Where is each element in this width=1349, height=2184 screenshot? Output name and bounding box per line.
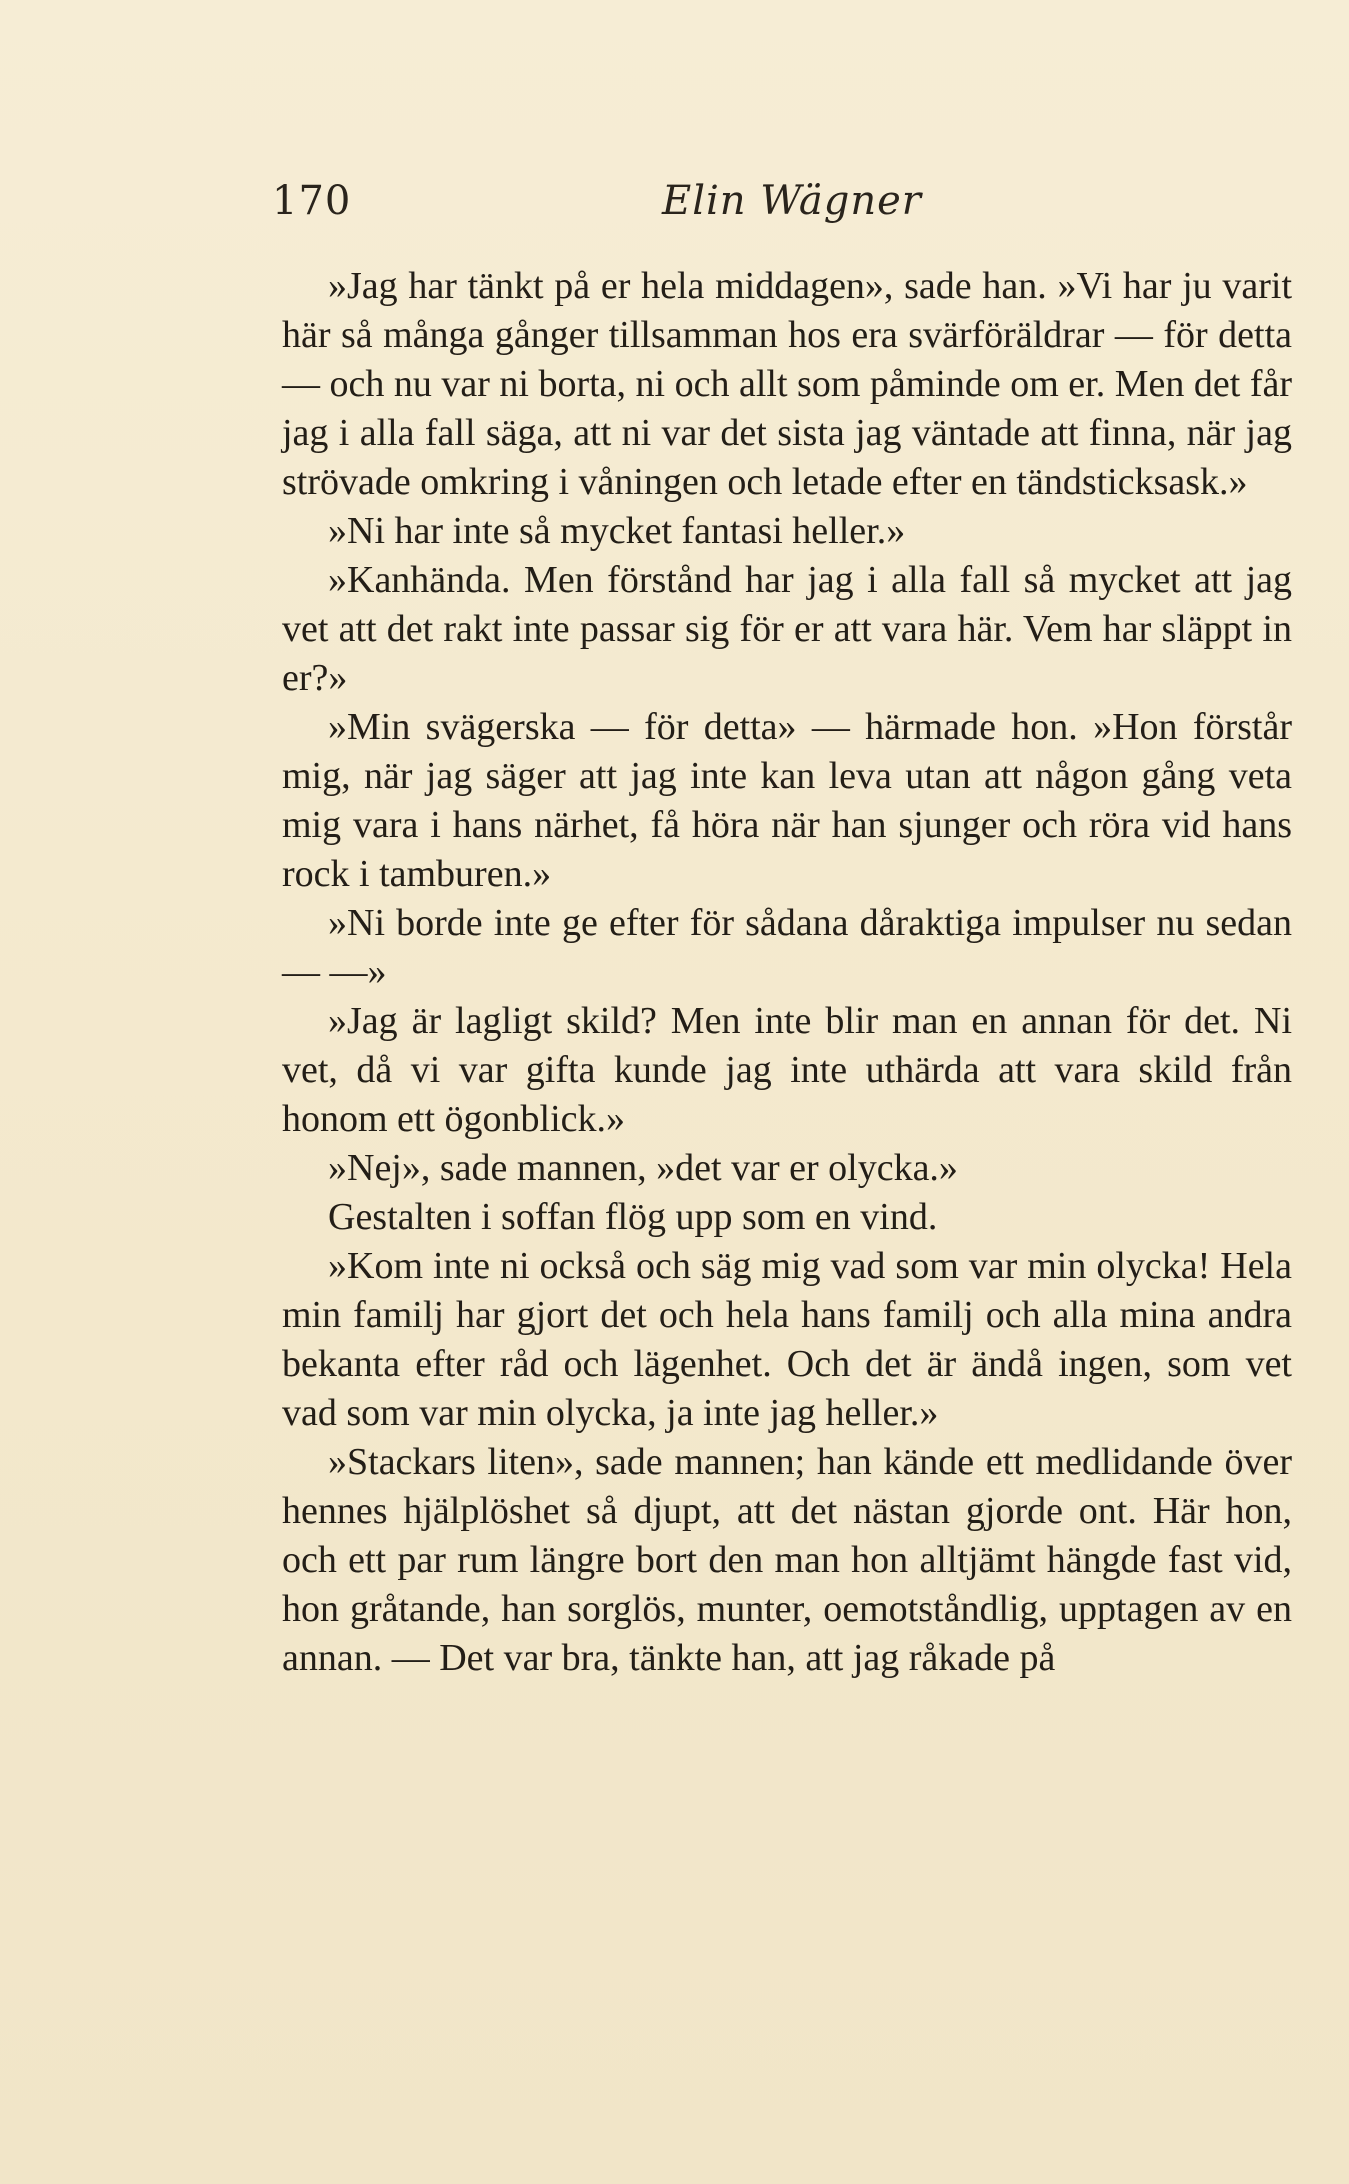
paragraph: »Stackars liten», sade mannen; han kände ett medlidande över hennes hjälplöshet så djupt, att det nästan gjorde ont. Här hon, och ett par rum längre bort den man hon alltjämt hängde fast vid, hon gråtande, han sorglös, munter, oemotståndlig, upptagen av en annan. — Det var bra, tänkte han, att jag råkade på <box>282 1441 1292 1679</box>
paragraph: »Ni borde inte ge efter för sådana dåraktiga impulser nu sedan — —» <box>282 902 1292 993</box>
body-text <box>282 262 1292 1683</box>
paragraph: »Jag är lagligt skild? Men inte blir man en annan för det. Ni vet, då vi var gifta kunde jag inte uthärda att vara skild från honom ett ögonblick.» <box>282 1000 1292 1140</box>
paragraph: »Min svägerska — för detta» — härmade hon. »Hon förstår mig, när jag säger att jag inte kan leva utan att någon gång veta mig vara i hans närhet, få höra när han sjunger och röra vid hans rock i tamburen.» <box>282 706 1292 895</box>
paragraph: »Kom inte ni också och säg mig vad som var min olycka! Hela min familj har gjort det och hela hans familj och alla mina andra bekanta efter råd och lägenhet. Och det är ändå ingen, som vet vad som var min olycka, ja inte jag heller.» <box>282 1245 1292 1434</box>
paragraph: »Kanhända. Men förstånd har jag i alla fall så mycket att jag vet att det rakt inte passar sig för er att vara här. Vem har släppt in er?» <box>282 559 1292 699</box>
page-number: 170 <box>272 178 352 224</box>
running-head: Elin Wägner <box>662 178 922 224</box>
paragraph: »Jag har tänkt på er hela middagen», sade han. »Vi har ju varit här så många gånger tillsamman hos era svärföräldrar — för detta — och nu var ni borta, ni och allt som påminde om er. Men det får jag i alla fall säga, att ni var det sista jag väntade att finna, när jag strövade omkring i våningen och letade efter en tändsticksask.» <box>282 265 1292 503</box>
paragraph: »Ni har inte så mycket fantasi heller.» <box>328 510 906 552</box>
paragraph: »Nej», sade mannen, »det var er olycka.» <box>328 1147 958 1189</box>
page-header <box>272 178 1284 238</box>
paragraph: Gestalten i soffan flög upp som en vind. <box>328 1196 938 1238</box>
